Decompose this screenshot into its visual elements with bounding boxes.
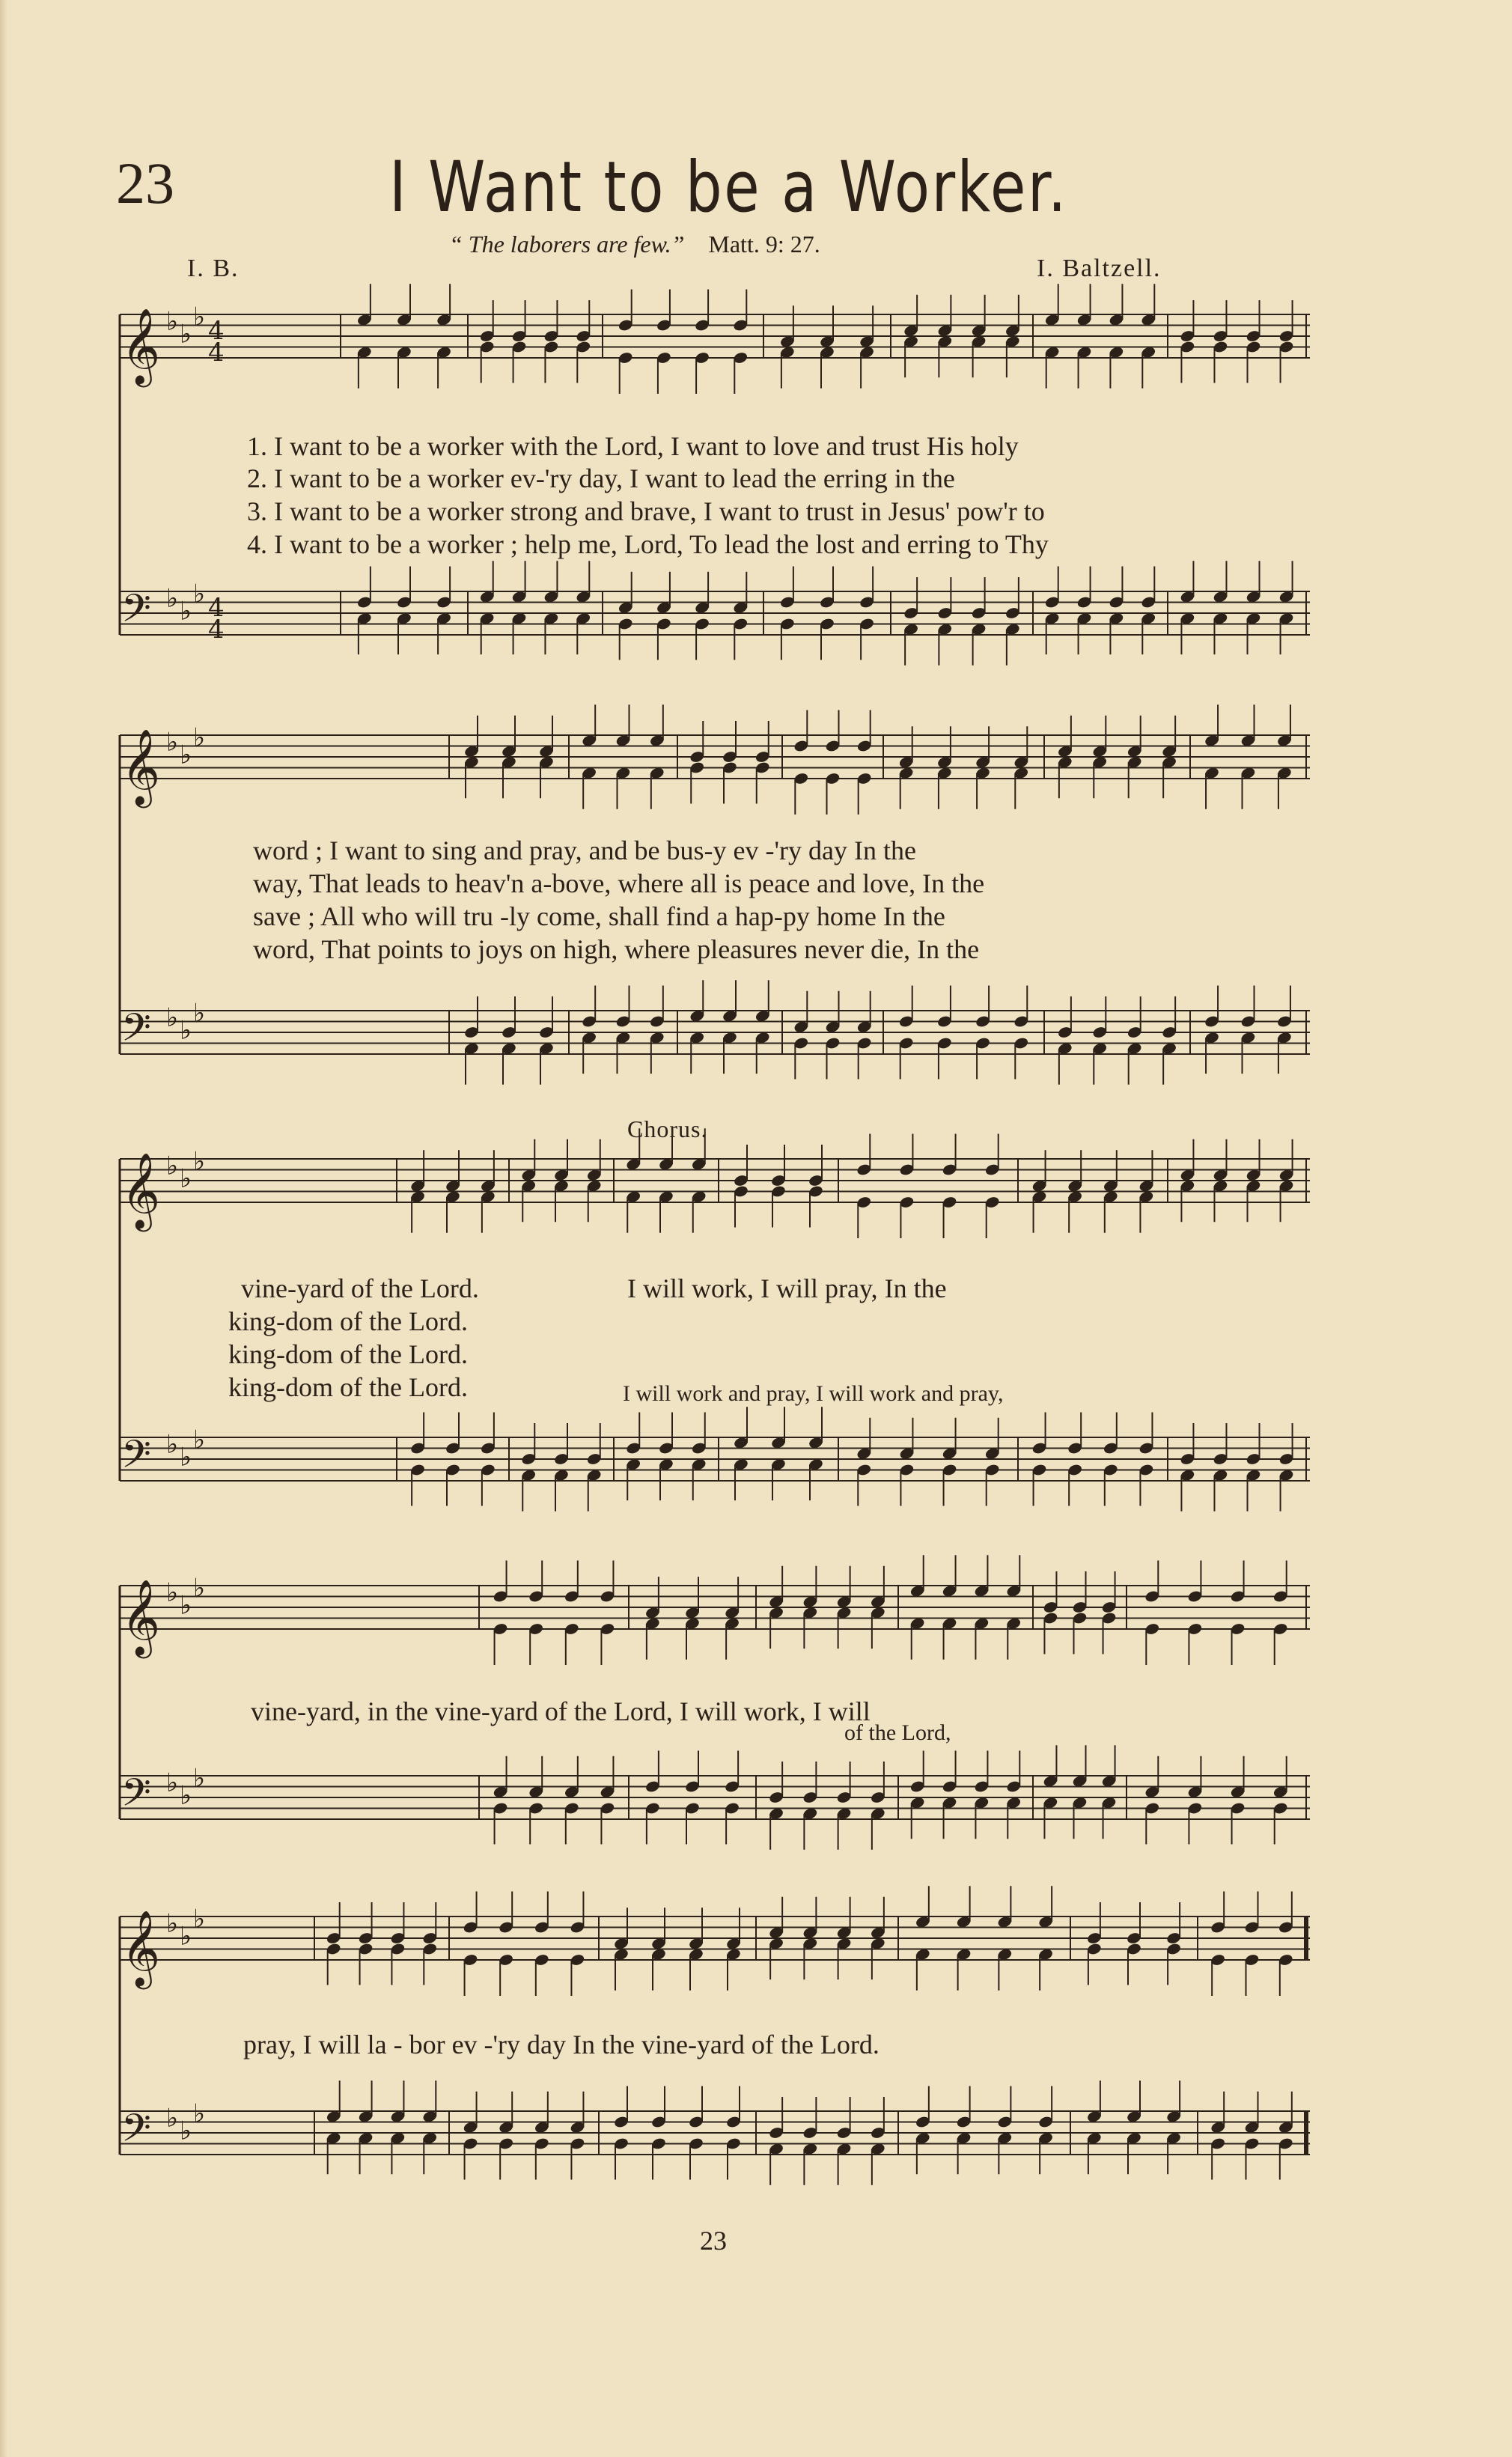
bass-clef: 𝄢 (121, 585, 151, 640)
verse-3-line-1: 3. I want to be a worker strong and brave, I want to trust in Jesus' pow'r to (247, 496, 1045, 526)
flat-sign: ♭ (180, 1163, 192, 1194)
flat-sign: ♭ (166, 1768, 179, 1798)
flat-sign: ♭ (166, 306, 179, 337)
flat-sign: ♭ (166, 1908, 179, 1939)
verse-1-line-3: vine-yard of the Lord. (241, 1273, 479, 1303)
chorus-label: Chorus. (627, 1115, 708, 1142)
flat-sign: ♭ (166, 1577, 179, 1608)
verse-4-line-3: king-dom of the Lord. (228, 1372, 468, 1402)
flat-sign: ♭ (166, 1151, 179, 1181)
flat-sign: ♭ (180, 1015, 192, 1046)
flat-sign: ♭ (180, 1442, 192, 1473)
chorus-line-1: I will work, I will pray, In the (627, 1273, 947, 1303)
flat-sign: ♭ (193, 1425, 206, 1455)
bass-clef: 𝄢 (121, 1770, 151, 1824)
time-signature: 4 (208, 316, 225, 346)
flat-sign: ♭ (193, 579, 206, 609)
epigraph-quote: “ The laborers are few.” (449, 231, 685, 258)
flat-sign: ♭ (180, 1921, 192, 1952)
bass-clef: 𝄢 (121, 1005, 151, 1059)
time-signature: 4 (208, 593, 225, 623)
verse-1-line-1: 1. I want to be a worker with the Lord, I want to love and trust His holy (247, 431, 1019, 461)
flat-sign: ♭ (193, 998, 206, 1029)
verse-1-line-2: word ; I want to sing and pray, and be bus-y ev -'ry day In the (253, 835, 916, 865)
hymn-title: I Want to be a Worker. (389, 147, 1068, 228)
treble-clef: 𝄞 (121, 1909, 161, 1986)
flat-sign: ♭ (166, 2103, 179, 2134)
bass-response-1: I will work and pray, I will work and pray, (623, 1381, 1004, 1406)
bass-clef: 𝄢 (121, 1431, 151, 1486)
flat-sign: ♭ (166, 1429, 179, 1460)
lyricist-credit: I. B. (187, 255, 240, 282)
treble-clef: 𝄞 (121, 1578, 161, 1655)
verse-2-line-2: way, That leads to heav'n a-bove, where all is peace and love, In the (253, 868, 985, 898)
verse-4-line-2: word, That points to joys on high, where pleasures never die, In the (253, 934, 980, 964)
flat-sign: ♭ (180, 1590, 192, 1621)
flat-sign: ♭ (180, 740, 192, 770)
verse-2-line-3: king-dom of the Lord. (228, 1306, 468, 1336)
flat-sign: ♭ (180, 319, 192, 350)
chorus-line-2: vine-yard, in the vine-yard of the Lord, I will work, I will (251, 1696, 871, 1726)
flat-sign: ♭ (166, 727, 179, 758)
page-number: 23 (700, 2226, 727, 2256)
flat-sign: ♭ (180, 1780, 192, 1811)
flat-sign: ♭ (193, 722, 206, 753)
time-signature: 4 (208, 615, 225, 645)
verse-3-line-3: king-dom of the Lord. (228, 1339, 468, 1369)
chorus-line-3: pray, I will la - bor ev -'ry day In the vine-yard of the Lord. (243, 2030, 880, 2059)
flat-sign: ♭ (193, 1904, 206, 1934)
verse-3-line-2: save ; All who will tru -ly come, shall find a hap-py home In the (253, 901, 945, 931)
flat-sign: ♭ (193, 2098, 206, 2129)
verse-2-line-1: 2. I want to be a worker ev-'ry day, I want to lead the erring in the (247, 463, 955, 493)
flat-sign: ♭ (193, 302, 206, 332)
flat-sign: ♭ (180, 2116, 192, 2146)
treble-clef: 𝄞 (121, 307, 161, 384)
flat-sign: ♭ (166, 583, 179, 614)
flat-sign: ♭ (193, 1763, 206, 1794)
bass-response-2: of the Lord, (844, 1720, 951, 1745)
flat-sign: ♭ (193, 1573, 206, 1604)
flat-sign: ♭ (180, 596, 192, 627)
hymn-number: 23 (116, 150, 174, 216)
bass-clef: 𝄢 (121, 2105, 151, 2160)
epigraph-reference: Matt. 9: 27. (708, 231, 820, 258)
flat-sign: ♭ (166, 1002, 179, 1033)
composer-credit: I. Baltzell. (1037, 255, 1162, 282)
treble-clef: 𝄞 (121, 728, 161, 805)
verse-4-line-1: 4. I want to be a worker ; help me, Lord, To lead the lost and erring to Thy (247, 529, 1049, 559)
time-signature: 4 (208, 338, 225, 368)
treble-clef: 𝄞 (121, 1151, 161, 1228)
flat-sign: ♭ (193, 1146, 206, 1177)
